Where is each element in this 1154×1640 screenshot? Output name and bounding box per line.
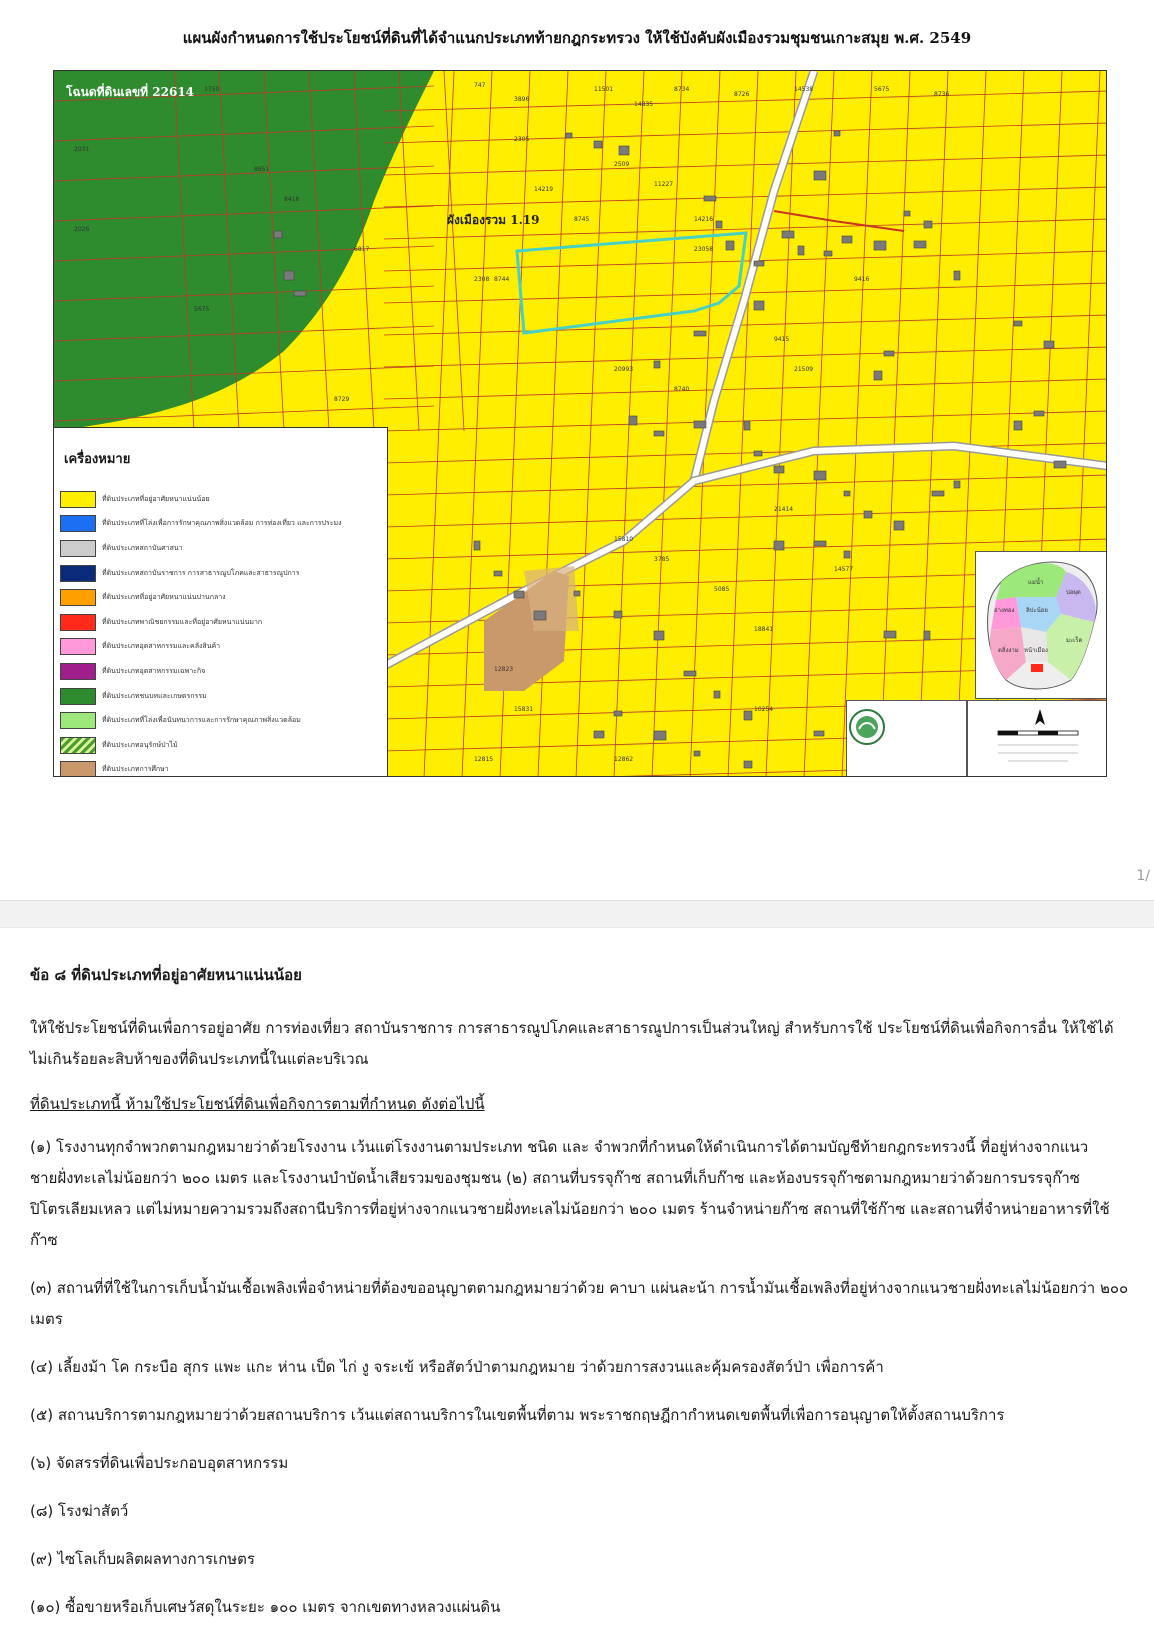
legend-swatch — [60, 515, 96, 532]
parcel-number-label: 2026 — [74, 226, 90, 233]
parcel-number-label: 21509 — [794, 366, 814, 373]
legend-label: ที่ดินประเภทที่โล่งเพื่อการรักษาคุณภาพสิ่งแวดล้อม การท่องเที่ยว และการประมง — [102, 519, 342, 528]
legend-title: เครื่องหมาย — [64, 452, 131, 467]
land-use-map[interactable] — [53, 70, 1107, 777]
legend-swatch — [60, 589, 96, 606]
legend-swatch — [60, 614, 96, 631]
legend-swatch — [60, 491, 96, 508]
parcel-number-label: 12862 — [614, 756, 634, 763]
north-arrow-icon — [1035, 709, 1045, 725]
prohibited-use-item: (๑๐) ซื้อขายหรือเก็บเศษวัสดุในระยะ ๑๐๐ เมตร จากเขตทางหลวงแผ่นดิน — [30, 1598, 501, 1616]
parcel-number-label: 3750 — [204, 86, 220, 93]
parcel-number-label: 5085 — [714, 586, 730, 593]
section-intro: ให้ใช้ประโยชน์ที่ดินเพื่อการอยู่อาศัย การท่องเที่ยว สถาบันราชการ การสาธารณูปโภคและสาธารณูปการเป็นส่วนใหญ่ สำหรับการใช้ ประโยชน์ที่ดินเพื่อกิจการอื่น ให้ใช้ได้ไม่เกินร้อยละสิบห้าของที่ดินประเภทนี้ในแต่ละบริเวณ — [30, 1019, 1114, 1068]
parcel-number-label: 18841 — [754, 626, 774, 633]
prohibited-use-item: (๑) โรงงานทุกจำพวกตามกฎหมายว่าด้วยโรงงาน เว้นแต่โรงงานตามประเภท ชนิด และ จำพวกที่กำหนดให้ดำเนินการได้ตามบัญชีท้ายกฎกระทรวงนี้ ที่อยู่ห่างจากแนวชายฝั่งทะเลไม่น้อยกว่า ๒๐๐ เมตร และโรงงานบำบัดน้ำเสียรวมของชุมชน (๒) สถานที่บรรจุก๊าซ สถานที่เก็บก๊าซ และห้องบรรจุก๊าซตามกฎหมายว่าด้วยการบรรจุก๊าซ ปิโตรเลียมเหลว แต่ไม่หมายความรวมถึงสถานีบริการที่อยู่ห่างจากแนวชายฝั่งทะเลไม่น้อยกว่า ๒๐๐ เมตร ร้านจำหน่ายก๊าซ สถานที่ใช้ก๊าซ และสถานที่จำหน่ายอาหารที่ใช้ก๊าซ — [30, 1138, 1110, 1249]
parcel-number-label: 8651 — [254, 166, 270, 173]
prohibition-heading: ที่ดินประเภทนี้ ห้ามใช้ประโยชน์ที่ดินเพื่อกิจการตามที่กำหนด ดังต่อไปนี้ — [30, 1095, 485, 1113]
parcel-number-label: 8734 — [674, 86, 690, 93]
legend-label: ที่ดินประเภทพาณิชยกรรมและที่อยู่อาศัยหนาแน่นมาก — [102, 617, 263, 626]
legend-item — [60, 610, 381, 635]
parcel-number-label: 3785 — [654, 556, 670, 563]
parcel-number-label: 14219 — [534, 186, 554, 193]
parcel-number-label: 2031 — [74, 146, 90, 153]
legend-item — [60, 561, 381, 586]
parcel-number-label: 11501 — [594, 86, 614, 93]
legend-item — [60, 487, 381, 512]
legend-swatch — [60, 540, 96, 557]
legend-label: ที่ดินประเภทอุตสาหกรรมและคลังสินค้า — [102, 642, 221, 651]
legend-swatch — [60, 638, 96, 655]
parcel-number-label: 6817 — [354, 246, 370, 253]
map-title: แผนผังกำหนดการใช้ประโยชน์ที่ดินที่ได้จำแนกประเภทท้ายกฎกระทรวง ให้ใช้บังคับผังเมืองรวมชุมชนเกาะสมุย พ.ศ. 2549 — [182, 29, 972, 47]
parcel-number-label: 15810 — [614, 536, 634, 543]
prohibited-use-item: (๖) จัดสรรที่ดินเพื่อประกอบอุตสาหกรรม — [30, 1454, 289, 1472]
parcel-number-label: 14216 — [694, 216, 714, 223]
legend-swatch — [60, 712, 96, 729]
inset-region-label: ลิปะน้อย — [1026, 607, 1048, 614]
legend-item — [60, 708, 381, 733]
agency-seal-icon — [847, 707, 887, 747]
parcel-number-label: 9415 — [774, 336, 790, 343]
inset-region-label: ตลิ่งงาม — [998, 647, 1019, 654]
sheet-label: โฉนดที่ดินเลขที่ 22614 — [66, 85, 195, 99]
prohibited-use-item: (๔) เลี้ยงม้า โค กระบือ สุกร แพะ แกะ ห่าน เป็ด ไก่ งู จระเข้ หรือสัตว์ป่าตามกฎหมาย ว่าด้วยการสงวนและคุ้มครองสัตว์ป่า เพื่อการค้า — [30, 1358, 884, 1376]
parcel-number-label: 5675 — [194, 306, 210, 313]
parcel-number-label: 23058 — [694, 246, 714, 253]
parcel-number-label: 5675 — [874, 86, 890, 93]
parcel-number-label: 20993 — [614, 366, 634, 373]
legend-label: ที่ดินประเภทอนุรักษ์ป่าไม้ — [102, 740, 178, 749]
parcel-number-label: 8418 — [284, 196, 300, 203]
legend-item — [60, 684, 381, 709]
legend-item — [60, 659, 381, 684]
parcel-number-label: 14538 — [794, 86, 814, 93]
parcel-number-label: 14577 — [834, 566, 854, 573]
inset-region-label: มะเร็ต — [1066, 637, 1083, 644]
legend-label: ที่ดินประเภทสถาบันราชการ การสาธารณูปโภคและสาธารณูปการ — [102, 568, 300, 577]
legend-label: ที่ดินประเภทที่โล่งเพื่อนันทนาการและการรักษาคุณภาพสิ่งแวดล้อม — [102, 716, 301, 725]
parcel-number-label: 8745 — [574, 216, 590, 223]
parcel-number-label: 2305 — [514, 136, 530, 143]
parcel-number-label: 8726 — [734, 91, 750, 98]
parcel-number-label: 3896 — [514, 96, 530, 103]
legend-label: ที่ดินประเภทชนบทและเกษตรกรรม — [102, 691, 207, 700]
island-locator-inset — [975, 551, 1107, 699]
legend-swatch — [60, 737, 96, 754]
agency-logo-box — [846, 700, 967, 777]
parcel-number-label: 10254 — [754, 706, 774, 713]
legend-label: ที่ดินประเภทการศึกษา — [102, 765, 169, 774]
legend-label: ที่ดินประเภทสถาบันศาสนา — [102, 543, 183, 552]
legend-swatch — [60, 688, 96, 705]
parcel-number-label: 11227 — [654, 181, 674, 188]
section-heading: ข้อ ๘ ที่ดินประเภทที่อยู่อาศัยหนาแน่นน้อย — [30, 966, 302, 984]
parcel-number-label: 8740 — [674, 386, 690, 393]
legend-item — [60, 585, 381, 610]
legend-item — [60, 758, 381, 777]
inset-region-label: อ่างทอง — [994, 607, 1015, 614]
legend-swatch — [60, 565, 96, 582]
legend-item — [60, 536, 381, 561]
parcel-number-label: 12823 — [494, 666, 514, 673]
parcel-number-label: 2509 — [614, 161, 630, 168]
parcel-number-label: 21414 — [774, 506, 794, 513]
legend-item — [60, 512, 381, 537]
parcel-number-label: 12815 — [474, 756, 494, 763]
plan-label: ผังเมืองรวม 1.19 — [447, 213, 540, 227]
page-number-marker: 1/ — [1136, 868, 1150, 884]
prohibited-use-item: (๕) สถานบริการตามกฎหมายว่าด้วยสถานบริการ เว้นแต่สถานบริการในเขตพื้นที่ตาม พระราชกฤษฎีกากำหนดเขตพื้นที่เพื่อการอนุญาตให้ตั้งสถานบริการ — [30, 1406, 1005, 1424]
prohibited-use-item: (๙) ไซโลเก็บผลิตผลทางการเกษตร — [30, 1550, 255, 1568]
legend-item — [60, 733, 381, 758]
legend-label: ที่ดินประเภทที่อยู่อาศัยหนาแน่นปานกลาง — [102, 593, 226, 602]
parcel-number-label: 8744 — [494, 276, 510, 283]
legend-item — [60, 635, 381, 660]
legend-swatch — [60, 663, 96, 680]
inset-region-label: หน้าเมือง — [1024, 647, 1048, 654]
parcel-number-label: 14835 — [634, 101, 654, 108]
prohibited-use-item: (๓) สถานที่ที่ใช้ในการเก็บน้ำมันเชื้อเพลิงเพื่อจำหน่ายที่ต้องขออนุญาตตามกฎหมายว่าด้วย คาบา แผ่นละน้า การน้ำมันเชื้อเพลิงที่อยู่ห่างจากแนวชายฝั่งทะเลไม่น้อยกว่า ๒๐๐ เมตร — [30, 1279, 1129, 1328]
parcel-number-label: 8736 — [934, 91, 950, 98]
page-divider — [0, 900, 1154, 928]
parcel-number-label: 747 — [474, 82, 486, 89]
prohibited-use-item: (๘) โรงฆ่าสัตว์ — [30, 1502, 129, 1520]
parcel-number-label: 2308 — [474, 276, 490, 283]
map-legend — [54, 427, 388, 777]
parcel-number-label: 9416 — [854, 276, 870, 283]
legend-swatch — [60, 761, 96, 777]
legend-label: ที่ดินประเภทที่อยู่อาศัยหนาแน่นน้อย — [102, 494, 210, 503]
parcel-number-label: 8729 — [334, 396, 350, 403]
parcel-number-label: 15831 — [514, 706, 534, 713]
regulation-text — [30, 960, 1130, 1640]
scale-and-north-box — [967, 700, 1107, 777]
inset-region-label: แม่น้ำ — [1028, 579, 1044, 586]
legend-label: ที่ดินประเภทอุตสาหกรรมเฉพาะกิจ — [102, 666, 206, 675]
inset-region-label: บ่อผุด — [1066, 589, 1081, 596]
